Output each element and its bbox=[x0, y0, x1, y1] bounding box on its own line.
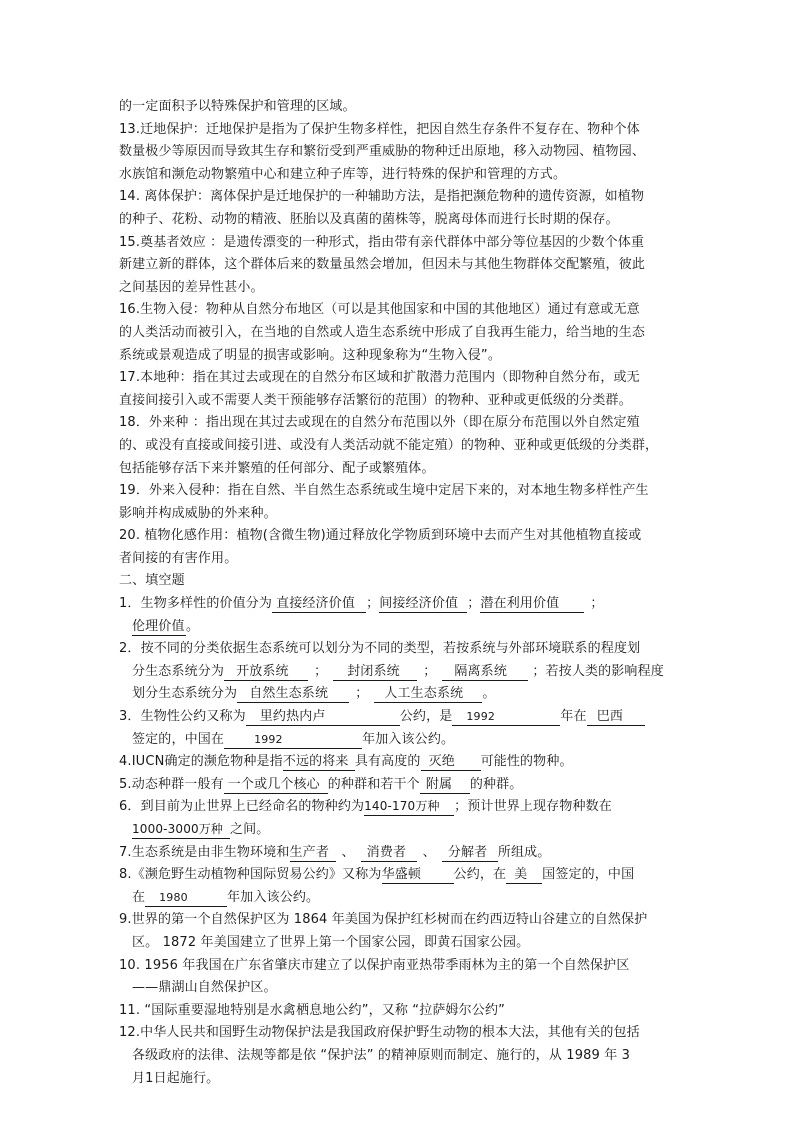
definition-line: 的、或没有直接或间接引进、或没有人类活动就不能定殖）的物种、亚种或更低级的分类群， bbox=[119, 437, 659, 453]
definition-line: 的一定面积予以特殊保护和管理的区域。 bbox=[119, 99, 356, 114]
answer-blank: 附属 bbox=[420, 776, 470, 794]
answer-blank: 生产者 bbox=[290, 844, 336, 862]
answer-blank: 潜在利用价值 bbox=[480, 595, 584, 613]
fill-question-1: 1．生物多样性的价值分为 直接经济价值 ；间接经济价值 ；潜在利用价值 ； bbox=[119, 596, 604, 612]
answer-blank: 1980 bbox=[145, 889, 227, 907]
answer-blank: 隔离系统 bbox=[442, 663, 528, 681]
definition-line: 20. 植物化感作用：植物(含微生物)通过释放化学物质到环境中去而产生对其他植物直接或 bbox=[119, 528, 642, 544]
fill-question-2: 2．按不同的分类依据生态系统可以划分为不同的类型，若按系统与外部环境联系的程度划 bbox=[119, 641, 641, 657]
definition-line: 13.迁地保护：迁地保护是指为了保护生物多样性，把因自然生存条件不复存在、物种个体 bbox=[119, 121, 640, 137]
definition-line: 的种子、花粉、动物的精液、胚胎以及真菌的菌株等，脱离母体而进行长时期的保存。 bbox=[119, 211, 619, 227]
definition-line: 影响并构成威胁的外来种。 bbox=[119, 505, 277, 521]
definition-line: 15.奠基者效应 ：是遗传漂变的一种形式，指由带有亲代群体中部分等位基因的少数个体重 bbox=[119, 234, 645, 250]
fill-question-2-cont2: 划分生态系统分为 自然生态系统 ； 人工生态系统 。 bbox=[132, 686, 496, 702]
answer-blank: 里约热内卢 bbox=[246, 708, 400, 726]
fill-question-9-cont: 区。 1872 年美国建立了世界上第一个国家公园，即黄石国家公园。 bbox=[132, 934, 530, 950]
answer-blank: 自然生态系统 bbox=[237, 685, 349, 703]
fill-question-10-cont: ——鼎湖山自然保护区。 bbox=[132, 980, 277, 996]
fill-question-4: 4.IUCN确定的濒危物种是指不远的将来 具有高度的 灭绝 可能性的物种。 bbox=[119, 754, 573, 770]
answer-blank: 间接经济价值 bbox=[379, 595, 467, 613]
definition-line: 14. 离体保护：离体保护是迁地保护的一种辅助方法，是指把濒危物种的遗传资源，如植物 bbox=[119, 189, 645, 205]
fill-question-6: 6．到目前为止世界上已经命名的物种约为140-170万种 ；预计世界上现存物种数在 bbox=[119, 799, 612, 815]
answer-blank: 不远的将来 bbox=[283, 753, 355, 771]
answer-blank: 分解者 bbox=[442, 844, 498, 862]
fill-question-8-cont: 在 1980 年加入该公约。 bbox=[132, 889, 320, 905]
fill-question-7: 7.生态系统是由非生物环境和生产者 、 消费者 、 分解者 所组成。 bbox=[119, 844, 551, 860]
answer-blank: 消费者 bbox=[361, 844, 417, 862]
definition-line: 17.本地种：指在其过去或现在的自然分布区域和扩散潜力范围内（即物种自然分布，或无 bbox=[119, 370, 640, 386]
fill-question-2-cont: 分生态系统分为 开放系统 ； 封闭系统 ； 隔离系统 ；若按人类的影响程度 bbox=[132, 663, 664, 679]
definition-line: 直接间接引入或不需要人类干预能够存活繁衍的范围）的物种、亚种或更低级的分类群。 bbox=[119, 392, 632, 408]
definition-line: 新建立新的群体，这个群体后来的数量虽然会增加，但因未与其他生物群体交配繁殖，彼此 bbox=[119, 257, 646, 273]
definition-line: 19．外来入侵种：指在自然、半自然生态系统或生境中定居下来的，对本地生物多样性产生 bbox=[119, 483, 649, 499]
fill-question-9: 9.世界的第一个自然保护区为 1864 年美国为保护红杉树而在约西迈特山谷建立的自然保护 bbox=[119, 912, 648, 928]
answer-blank: 开放系统 bbox=[224, 663, 308, 681]
section-title: 二、填空题 bbox=[119, 573, 185, 589]
answer-blank: 1992 bbox=[452, 708, 560, 726]
fill-question-3: 3．生物性公约又称为 里约热内卢 公约，是 1992 年在 巴西 bbox=[119, 706, 685, 729]
definition-line: 包括能够存活下来并繁殖的任何部分、配子或繁殖体。 bbox=[119, 460, 435, 476]
definition-line: 者间接的有害作用。 bbox=[119, 550, 238, 566]
definition-line: 系统或景观造成了明显的损害或影响。这种现象称为“生物入侵”。 bbox=[119, 347, 501, 363]
answer-blank: 一个或几个核心 bbox=[224, 776, 328, 794]
fill-question-12-cont: 各级政府的法律、法规等都是依 “保护法” 的精神原则而制定、施行的，从 1989 年 3 bbox=[132, 1047, 631, 1063]
fill-question-12: 12.中华人民共和国野生动物保护法是我国政府保护野生动物的根本大法，其他有关的包括 bbox=[119, 1025, 640, 1041]
fill-question-5: 5.动态种群一般有 一个或几个核心 的种群和若干个 附属 的种群。 bbox=[119, 776, 523, 792]
definition-line: 之间基因的差异性甚小。 bbox=[119, 279, 264, 295]
answer-blank: 1992 bbox=[224, 731, 362, 749]
fill-question-10: 10. 1956 年我国在广东省肇庆市建立了以保护南亚热带季雨林为主的第一个自然保护区 bbox=[119, 957, 630, 973]
fill-question-6-cont: 1000-3000万种 之间。 bbox=[132, 822, 270, 837]
fill-question-8: 8.《濒危野生动植物种国际贸易公约》又称为华盛顿 公约，在 美 国签定的，中国 bbox=[119, 867, 635, 883]
fill-question-1-cont: 伦理价值。 bbox=[132, 618, 200, 634]
answer-blank: 华盛顿 bbox=[382, 866, 454, 884]
answer-blank: 巴西 bbox=[587, 708, 645, 726]
answer-blank: 1000-3000万种 bbox=[132, 821, 230, 839]
definitions-list bbox=[119, 96, 685, 570]
answer-blank: 人工生态系统 bbox=[374, 685, 482, 703]
definition-line: 18．外来种 ：指出现在其过去或现在的自然分布范围以外（即在原分布范围以外自然定殖 bbox=[119, 415, 640, 431]
answer-blank: 灭绝 bbox=[421, 753, 481, 771]
definition-line: 水族馆和濒危动物繁殖中心和建立种子库等，进行特殊的保护和管理的方式。 bbox=[119, 166, 567, 182]
definition-line: 16.生物入侵：物种从自然分布地区（可以是其他国家和中国的其他地区）通过有意或无意 bbox=[119, 302, 640, 318]
answer-blank: 封闭系统 bbox=[333, 663, 417, 681]
document-page bbox=[119, 96, 685, 1090]
answer-blank: 直接经济价值 bbox=[272, 595, 366, 613]
definition-line: 数量极少等原因而导致其生存和繁衍受到严重威胁的物种迁出原地，移入动物园、植物园、 bbox=[119, 144, 646, 160]
definition-line: 的人类活动而被引入，在当地的自然或人造生态系统中形成了自我再生能力，给当地的生态 bbox=[119, 324, 646, 340]
fill-question-11: 11. “国际重要湿地特别是水禽栖息地公约”，又称 “拉萨姆尔公约” bbox=[119, 1002, 505, 1018]
answer-blank: 伦理价值 bbox=[132, 618, 185, 634]
fill-question-3-cont: 签定的，中国在 1992 年加入该公约。 bbox=[132, 731, 455, 747]
fill-question-12-cont2: 月1日起施行。 bbox=[132, 1070, 220, 1086]
answer-blank: 140-170万种 bbox=[364, 798, 454, 816]
answer-blank: 美 bbox=[506, 866, 542, 884]
